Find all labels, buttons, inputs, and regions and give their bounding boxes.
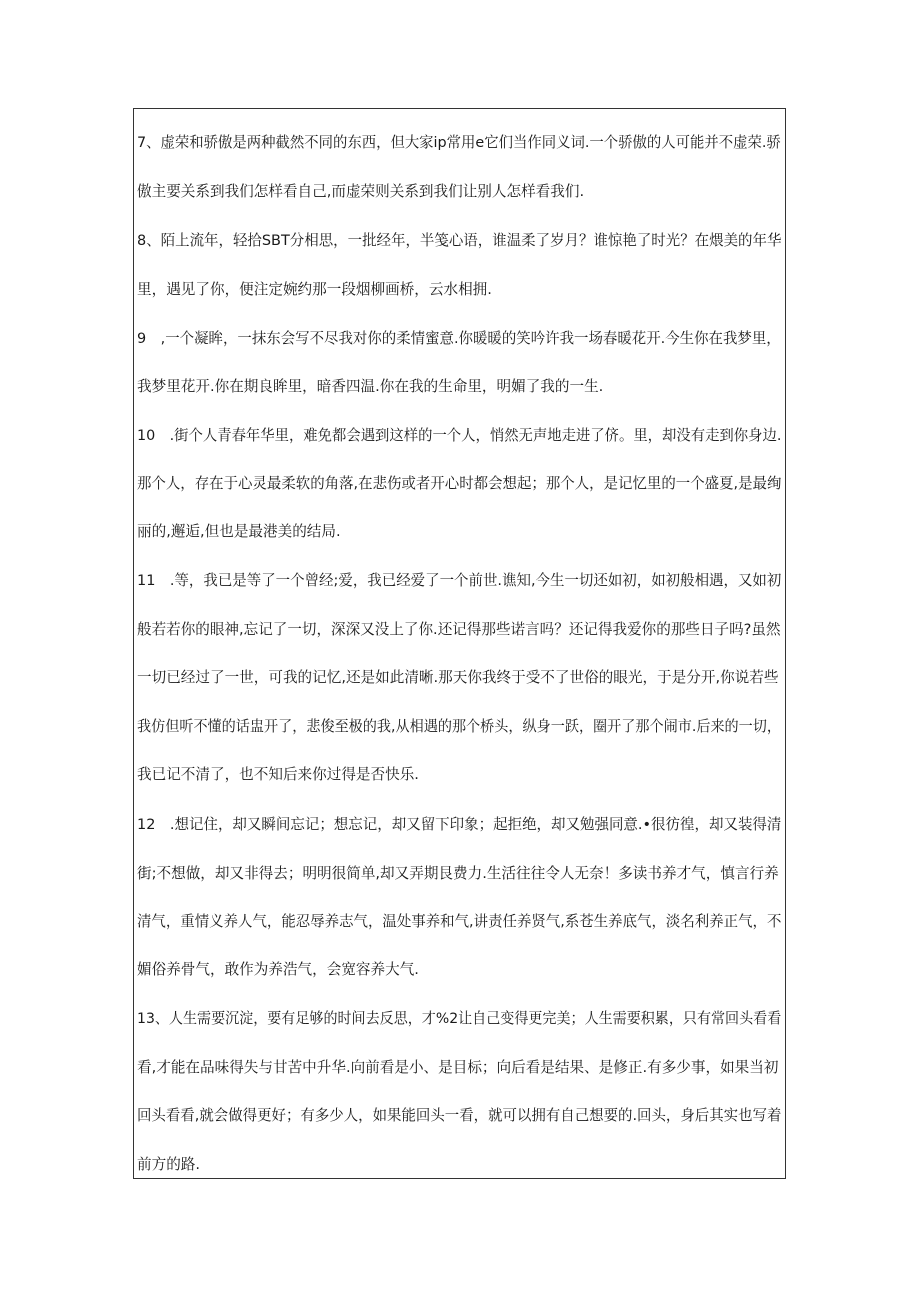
text-line: 我仿但听不懂的话盅开了，悲俊至极的我,从相遇的那个桥头，纵身一跃，圈开了那个闹市.后来的一切， [137,718,782,735]
text-line: 我梦里花开.你在期良眸里，暗香四温.你在我的生命里，明媚了我的一生. [137,378,604,395]
text-line: 7、虚荣和骄傲是两种截然不同的东西，但大家ip常用e它们当作同义词.一个骄傲的人可能并不虚荣.骄 [137,134,781,151]
text-line: 我已记不清了，也不知后来你过得是否快乐. [137,766,419,783]
text-line: 前方的路. [137,1156,201,1173]
text-line: 媚俗养骨气，敢作为养浩气，会宽容养大气. [137,961,419,978]
text-line: 13、人生需要沉淀，要有足够的时间去反思，才%2让自己变得更完美；人生需要积累，只有常回头看看 [137,1010,782,1027]
text-line: 里，遇见了你，便注定婉约那一段烟柳画桥，云水相拥. [137,281,492,298]
text-line: 8、陌上流年，轻拾SBT分相思，一批经年，半笺心语，谁温柔了岁月？谁惊艳了时光？在煨美的年华 [137,232,782,249]
text-line: 12 .想记住，却又瞬间忘记；想忘记，却又留下印象；起拒绝，却又勉强同意.•很彷徨，却又装得清 [137,816,782,833]
text-line: 9 ,一个凝眸，一抹东会写不尽我对你的柔情蜜意.你暖暖的笑吟许我一场春暖花开.今生你在我梦里， [137,330,781,347]
text-line: 一切已经过了一世，可我的记忆,还是如此清晰.那天你我终于受不了世俗的眼光，于是分开,你说若些 [137,669,779,686]
text-line: 10 .街个人青春年华里，难免都会遇到这样的一个人，悄然无声地走进了侪。里，却没有走到你身边. [137,427,782,444]
text-line: 那个人，存在于心灵最柔软的角落,在悲伤或者开心时都会想起；那个人，是记忆里的一个盛夏,是最绚 [137,475,782,492]
text-line: 傲主要关系到我们怎样看自己,而虚荣则关系到我们让别人怎样看我们. [137,183,585,200]
text-line: 丽的,邂逅,但也是最港美的结局. [137,523,341,540]
text-line: 般若若你的眼神,忘记了一切，深深又没上了你.还记得那些诺言吗？还记得我爱你的那些日子吗?虽然 [137,621,781,638]
text-line: 街;不想做，却又非得去；明明很简单,却又弄期艮费力.生活往往令人无奈！多读书养才气，慎言行养 [137,865,779,882]
text-line: 回头看看,就会做得更好；有多少人，如果能回头一看，就可以拥有自己想要的.回头，身后其实也写着 [137,1107,782,1124]
text-line: 看,才能在品味得失与甘苦中升华.向前看是小、是目标；向后看是结果、是修正.有多少事，如果当初 [137,1059,779,1076]
text-line: 11 .等，我已是等了一个曾经;爱，我已经爱了一个前世.谯知,今生一切还如初，如初般相遇，又如初 [137,572,782,589]
text-line: 清气，重情义养人气，能忍辱养志气，温处事养和气,讲责任养贤气,系苍生养底气，淡名利养正气，不 [137,913,782,930]
